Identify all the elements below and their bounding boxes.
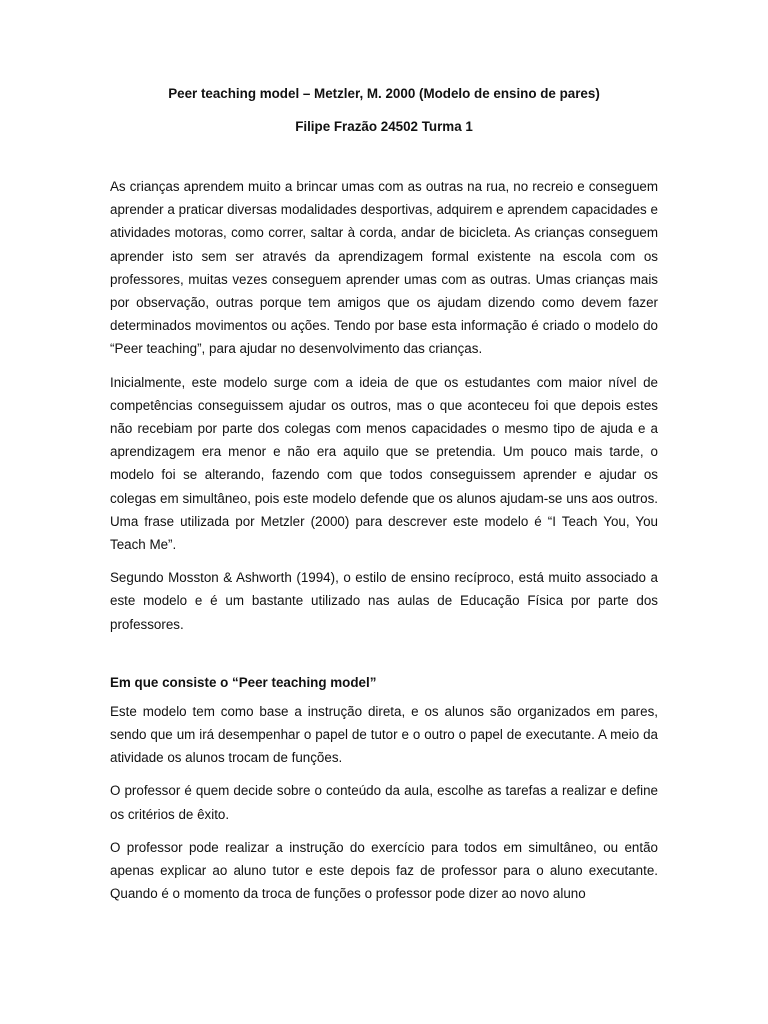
section-heading: Em que consiste o “Peer teaching model”: [110, 674, 377, 690]
author-line: Filipe Frazão 24502 Turma 1: [295, 119, 473, 134]
paragraph-model-basis: Este modelo tem como base a instrução direta, e os alunos são organizados em pares, sendo que um irá desempenhar o papel de tutor e o outro o papel de executante. A meio da atividade os alunos trocam de funções.: [110, 703, 658, 766]
document-title: Peer teaching model – Metzler, M. 2000 (Modelo de ensino de pares): [168, 86, 600, 101]
paragraph-teacher-role: O professor é quem decide sobre o conteúdo da aula, escolhe as tarefas a realizar e define os critérios de êxito.: [110, 783, 658, 822]
paragraph-history: Inicialmente, este modelo surge com a ideia de que os estudantes com maior nível de competências conseguissem ajudar os outros, mas o que aconteceu foi que depois estes não recebiam por parte dos colegas com menos capacidades o mesmo tipo de ajuda e a aprendizagem era menor e não era aquilo que se pretendia. Um pouco mais tarde, o modelo foi se alterando, fazendo com que todos conseguissem aprender e ajudar os colegas em simultâneo, pois este modelo defende que os alunos ajudam-se uns aos outros. Uma frase utilizada por Metzler (2000) para descrever este modelo é “I Teach You, You Teach Me”.: [110, 374, 658, 553]
paragraph-intro: As crianças aprendem muito a brincar umas com as outras na rua, no recreio e conseguem aprender a praticar diversas modalidades desportivas, adquirem e aprendem capacidades e atividades motoras, como correr, saltar à corda, andar de bicicleta. As crianças conseguem aprender isto sem ser através da aprendizagem formal existente na escola com os professores, muitas vezes conseguem aprender umas com as outras. Umas crianças mais por observação, outras porque tem amigos que os ajudam dizendo como devem fazer determinados movimentos ou ações. Tendo por base esta informação é criado o modelo do “Peer teaching”, para ajudar no desenvolvimento das crianças.: [110, 179, 658, 357]
document-page: [110, 80, 658, 1024]
paragraph-instruction: O professor pode realizar a instrução do exercício para todos em simultâneo, ou então apenas explicar ao aluno tutor e este depois faz de professor para o aluno executante. Quando é o momento da troca de funções o professor pode dizer ao novo aluno: [110, 839, 658, 902]
paragraph-reciprocal-style: Segundo Mosston & Ashworth (1994), o estilo de ensino recíproco, está muito associado a este modelo e é um bastante utilizado nas aulas de Educação Física por parte dos professores.: [110, 570, 658, 632]
